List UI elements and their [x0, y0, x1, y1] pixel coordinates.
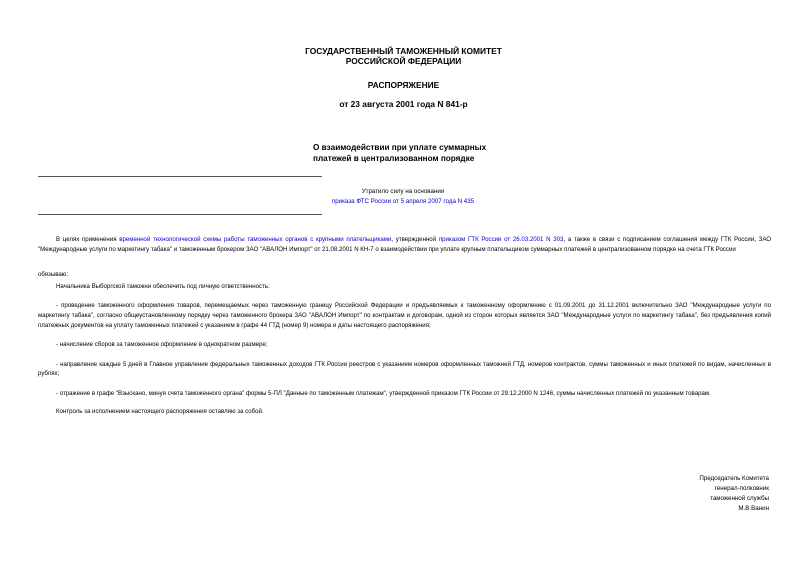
item-heading: Начальника Выборгской таможни обеспечить под личную ответственность: — [56, 282, 270, 290]
item-fees: - начисление сборов за таможенное оформление в однократном размере; — [56, 341, 268, 349]
authority-name-line2: РОССИЙСКОЙ ФЕДЕРАЦИИ — [345, 56, 462, 66]
obligate-paragraph: обязываю: — [38, 271, 69, 279]
item-customs-clearance: - проведение таможенного оформления товаров, перемещаемых через таможенную границу Российской Федерации и предъявляемых к таможенному оформлению с 01.09.2001 до 31.12.2001 включительно ЗАО "Международные услуги по маркетингу табака", согласно общеустановленному порядку через таможенного брокера ЗАО "АВАЛОН Импорт" по контрактам и договорам, одной из сторон которых является ЗАО "Международные услуги по маркетингу табака", без предъявления копий платежных документов на уплату таможенных платежей с указанием в графе 44 ГТД (номер 9) номера и даты настоящего распоряжения; — [38, 302, 771, 329]
intro-text-3: , а также в связи с подписанием соглашения между ГТК России, ЗАО "Международные услуги по маркетингу табака" и таможенным брокером ЗАО "АВАЛОН Импорт" от 21.08.2001 N КН-7 о взаимодействии при уплате крупным плательщиком суммарных платежей в централизованном порядке на счета ГТК России — [38, 236, 771, 253]
document-body — [38, 235, 771, 424]
tech-scheme-link[interactable]: временной технологической схемы работы таможенных органов с крупными плательщиками — [119, 236, 392, 243]
repeal-order-link[interactable]: приказа ФТС России от 5 апреля 2007 года N 435 — [331, 198, 475, 205]
document-type: РАСПОРЯЖЕНИЕ — [367, 80, 440, 90]
control-paragraph: Контроль за исполнением настоящего распоряжения оставляю за собой. — [56, 407, 264, 415]
document-subject — [313, 142, 486, 164]
subject-line2: платежей в централизованном порядке — [313, 154, 475, 163]
status-note-text: Утратило силу на основании — [361, 188, 445, 195]
signer-rank: генерал-полковник — [714, 485, 769, 492]
status-note — [290, 187, 516, 207]
signer-service: таможенной службы — [710, 495, 769, 502]
signer-position: Председатель Комитета — [699, 475, 769, 482]
document-date-number: от 23 августа 2001 года N 841-р — [339, 99, 468, 109]
gtk-order-303-link[interactable]: приказом ГТК России от 26.03.2001 N 303 — [438, 236, 564, 243]
intro-text-1: В целях применения — [56, 236, 120, 243]
item-form-5pl: - отражение в графе "Взыскано, минуя счета таможенного органа" формы 5-ПЛ "Данные по таможенным платежам", утвержденной приказом ГТК России от 29.12.2000 N 1246, суммы начисленных платежей по указанным товарам. — [56, 389, 711, 397]
item-registers: - направление каждые 5 дней в Главное управление федеральных таможенных доходов ГТК России реестров с указанием номеров оформленных таможней ГТД, номеров контрактов, суммы таможенных и иных платежей по видам, начисленных в рублях; — [38, 360, 771, 378]
signer-name: М.В.Ванин — [738, 505, 769, 512]
authority-name-line1: ГОСУДАРСТВЕННЫЙ ТАМОЖЕННЫЙ КОМИТЕТ — [305, 46, 502, 56]
intro-paragraph — [38, 235, 771, 254]
signature-block — [655, 474, 769, 514]
separator-top — [38, 176, 322, 177]
separator-bottom — [38, 214, 322, 215]
subject-line1: О взаимодействии при уплате суммарных — [313, 143, 487, 152]
intro-text-2: , утвержденной — [391, 236, 439, 243]
